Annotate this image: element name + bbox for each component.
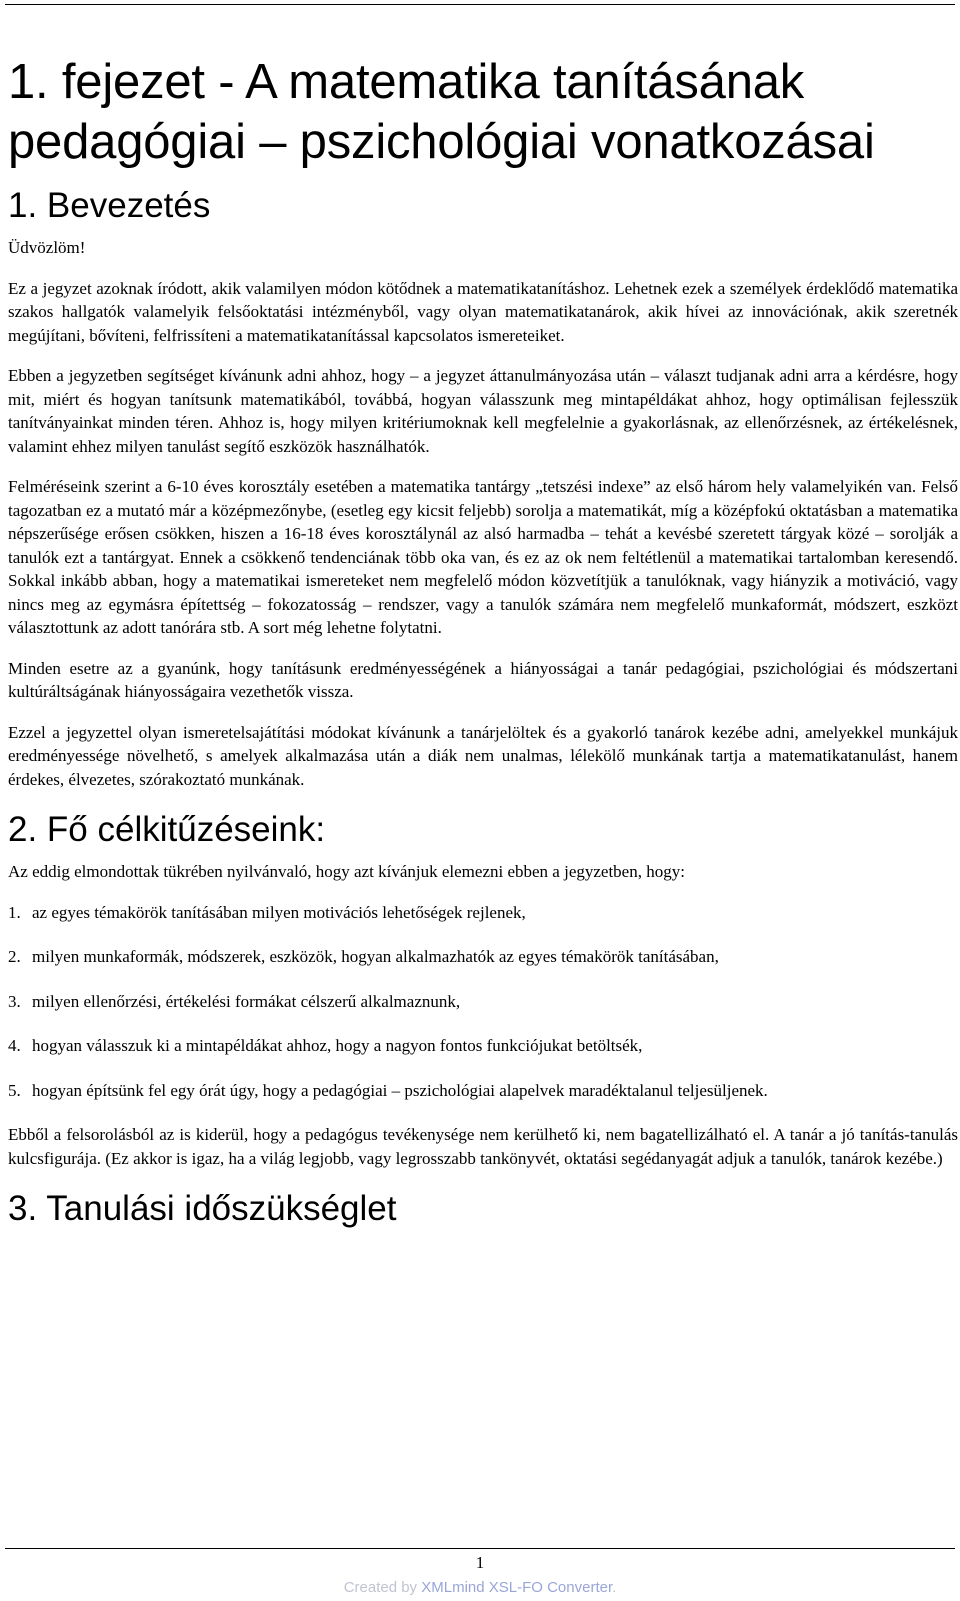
- list-item-number: 1.: [8, 902, 21, 922]
- list-item: [8, 901, 958, 925]
- goals-list: [8, 901, 958, 1103]
- section-title-intro: 1. Bevezetés: [8, 186, 211, 225]
- list-item-text: hogyan válasszuk ki a mintapéldákat ahhoz, hogy a nagyon fontos funkciójukat betöltsék,: [32, 1036, 643, 1055]
- watermark-prefix: Created by: [343, 1579, 422, 1596]
- watermark-link[interactable]: XMLmind XSL-FO Converter: [421, 1579, 613, 1596]
- list-item: [8, 990, 958, 1014]
- intro-greeting: Üdvözlöm!: [8, 238, 86, 257]
- list-item-text: az egyes témakörök tanításában milyen motivációs lehetőségek rejlenek,: [32, 902, 526, 922]
- footer-rule: [5, 1548, 955, 1549]
- list-item-number: 5.: [8, 1080, 21, 1100]
- list-item: [8, 1079, 958, 1103]
- section-title-goals: 2. Fő célkitűzéseink:: [8, 810, 326, 849]
- list-item-number: 4.: [8, 1036, 21, 1055]
- top-rule: [5, 4, 955, 5]
- watermark-suffix: .: [612, 1579, 617, 1596]
- page-number: 1: [475, 1553, 485, 1572]
- intro-paragraph: Felméréseink szerint a 6-10 éves korosztály esetében a matematika tantárgy „tetszési indexe” az első három hely valamelyikén van. Felső tagozatban ez a mutató már a középmezőnybe, (esetleg egy kicsit feljebb) sorolja a matematikát, míg a középfokú oktatásban a matematika népszerűsége erősen csökken, hiszen a 16-18 éves korosztálynál az alsó harmadba – tehát a kevésbé szeretett tárgyak közé – sorolják a tanulók ezt a tantárgyat. Ennek a csökkenő tendenciának több oka van, és ez az ok nem feltétlenül a matematikai tartalomban keresendő. Sokkal inkább abban, hogy a matematikai ismereteket nem megfelelő módon közvetítjük a tanulóknak, vagy hiányzik a motiváció, vagy nincs meg az egymásra építettség – fokozatosság – rendszer, vagy a tanulók számára nem megfelelő munkaformát, módszert, eszközt választottunk az adott tanórára stb. A sort még lehetne folytatni.: [8, 477, 958, 637]
- goals-closing: Ebből a felsorolásból az is kiderül, hogy a pedagógus tevékenysége nem kerülhető ki, nem bagatellizálható el. A tanár a jó tanítás-tanulás kulcsfigurája. (Ez akkor is igaz, ha a világ legjobb, vagy legrosszabb tankönyvét, oktatási segédanyagát adjuk a tanulók, tanárok kezébe.): [8, 1125, 958, 1168]
- intro-paragraph: Ebben a jegyzetben segítséget kívánunk adni ahhoz, hogy – a jegyzet áttanulmányozása után – választ tudjanak adni arra a kérdésre, hogy mit, miért és hogyan tanítsunk matematikából, továbbá, hogyan válasszunk meg mintapéldákat ahhoz, hogy optimálisan fejlesszük tanítványainkat minden téren. Ahhoz is, hogy milyen kritériumoknak kell megfelelnie a gyakorlásnak, az ellenőrzésnek, az értékelésnek, valamint ehhez milyen tanulást segítő eszközök használhatók.: [8, 366, 958, 456]
- list-item: [8, 1034, 958, 1058]
- list-item-text: milyen ellenőrzési, értékelési formákat célszerű alkalmaznunk,: [32, 991, 461, 1011]
- list-item-number: 2.: [8, 947, 21, 966]
- intro-paragraph: Ezzel a jegyzettel olyan ismeretelsajátítási módokat kívánunk a tanárjelöltek és a gyakorló tanárok kezébe adni, amelyekkel munkájuk eredményessége növelhető, s amelyek alkalmazása után a diák nem unalmas, lélekölő munkának tartja a matematikatanulást, hanem érdekes, élvezetes, szórakoztató munkának.: [8, 722, 958, 789]
- chapter-title: 1. fejezet - A matematika tanításának pedagógiai – pszichológiai vonatkozásai: [8, 55, 875, 169]
- list-item-number: 3.: [8, 991, 21, 1011]
- document-body: [8, 52, 958, 1239]
- converter-watermark: [0, 1578, 960, 1598]
- section-title-time: 3. Tanulási időszükséglet: [8, 1189, 397, 1228]
- list-item-text: milyen munkaformák, módszerek, eszközök, hogyan alkalmazhatók az egyes témakörök tanításában,: [32, 947, 719, 966]
- list-item: [8, 945, 958, 969]
- goals-lead: Az eddig elmondottak tükrében nyilvánvaló, hogy azt kívánjuk elemezni ebben a jegyzetben, hogy:: [8, 862, 685, 881]
- intro-paragraph: Ez a jegyzet azoknak íródott, akik valamilyen módon kötődnek a matematikatanításhoz. Lehetnek ezek a személyek érdeklődő matematika szakos hallgatók valamelyik felsőoktatási intézményből, vagy olyan matematikatanárok, akik hívei az innovációnak, akik szeretnék megújítani, bővíteni, felfrissíteni a matematikatanítással kapcsolatos ismereteiket.: [8, 278, 958, 345]
- intro-paragraph: Minden esetre az a gyanúnk, hogy tanításunk eredményességének a hiányosságai a tanár pedagógiai, pszichológiai és módszertani kultúráltságának hiányosságaira vezethetők vissza.: [8, 658, 958, 701]
- list-item-text: hogyan építsünk fel egy órát úgy, hogy a pedagógiai – pszichológiai alapelvek maradéktalanul teljesüljenek.: [32, 1080, 768, 1100]
